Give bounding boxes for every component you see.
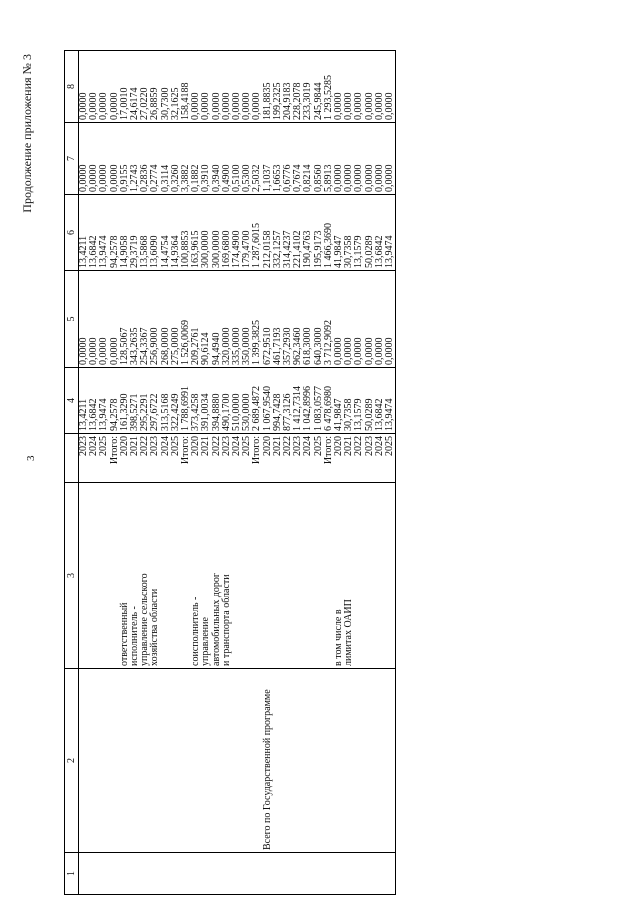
cell-col-5: 275,0000: [171, 271, 181, 368]
cell-col-8: 0,0000: [110, 51, 120, 123]
header-col-7: 7: [65, 123, 79, 195]
cell-year: 2023: [79, 434, 90, 483]
cell-col-2: [375, 669, 385, 853]
cell-col-4: 30,7358: [344, 368, 354, 434]
cell-col-8: 0,0000: [99, 51, 109, 123]
cell-col-2: [334, 669, 344, 853]
cell-col-7: 0,0000: [375, 123, 385, 195]
cell-col-7: 0,0000: [334, 123, 344, 195]
cell-col-4: 13,4211: [79, 368, 90, 434]
cell-col-7: 0,9155: [120, 123, 130, 195]
cell-col-4: 877,3126: [283, 368, 293, 434]
cell-col-5: 0,0000: [385, 271, 396, 368]
cell-year: 2023: [365, 434, 375, 483]
cell-year: 2023: [150, 434, 160, 483]
cell-col-6: 14,9364: [171, 195, 181, 271]
cell-col-4: 13,6842: [375, 368, 385, 434]
cell-col-6: 13,6842: [375, 195, 385, 271]
cell-col-8: 0,0000: [79, 51, 90, 123]
cell-col-3: [252, 483, 262, 669]
cell-col-5: 0,0000: [334, 271, 344, 368]
cell-col-4: 490,1700: [222, 368, 232, 434]
cell-col-1: [89, 853, 99, 895]
cell-col-8: 24,6174: [130, 51, 140, 123]
cell-col-6: 41,9847: [334, 195, 344, 271]
cell-col-7: 0,0000: [354, 123, 364, 195]
cell-col-2: [385, 669, 396, 853]
cell-col-5: 350,0000: [242, 271, 252, 368]
header-col-5: 5: [65, 271, 79, 368]
cell-col-4: 1 042,8996: [303, 368, 313, 434]
cell-year: Итого:: [252, 434, 262, 483]
cell-col-6: 30,7358: [344, 195, 354, 271]
cell-col-3: [171, 483, 181, 669]
cell-col-4: 13,9474: [99, 368, 109, 434]
cell-col-6: 94,2578: [110, 195, 120, 271]
cell-col-2: [161, 669, 171, 853]
cell-col-6: 13,9474: [385, 195, 396, 271]
cell-col-8: 0,0000: [365, 51, 375, 123]
cell-col-6: 195,9173: [314, 195, 324, 271]
cell-year: 2024: [375, 434, 385, 483]
header-col-3: 3: [65, 483, 79, 669]
cell-col-1: [293, 853, 303, 895]
cell-col-5: 209,2761: [191, 271, 201, 368]
cell-col-3: [263, 483, 273, 669]
cell-col-7: 0,0000: [344, 123, 354, 195]
cell-col-7: 0,2774: [150, 123, 160, 195]
cell-col-4: 530,0000: [242, 368, 252, 434]
cell-year: 2022: [140, 434, 150, 483]
cell-col-5: 0,0000: [110, 271, 120, 368]
cell-col-7: 0,3114: [161, 123, 171, 195]
cell-year: 2022: [212, 434, 222, 483]
cell-col-5: 962,3460: [293, 271, 303, 368]
cell-col-7: 0,6776: [283, 123, 293, 195]
cell-col-1: [263, 853, 273, 895]
cell-col-4: 13,6842: [89, 368, 99, 434]
cell-col-2: Всего по Государственной программе: [263, 669, 273, 853]
cell-col-3: [314, 483, 324, 669]
cell-col-2: [150, 669, 160, 853]
cell-col-7: 0,7674: [293, 123, 303, 195]
cell-year: 2021: [130, 434, 140, 483]
cell-col-1: [303, 853, 313, 895]
cell-col-5: 343,2635: [130, 271, 140, 368]
cell-col-2: [120, 669, 130, 853]
cell-col-7: 0,8560: [314, 123, 324, 195]
cell-col-4: 297,6722: [150, 368, 160, 434]
cell-col-3: [375, 483, 385, 669]
cell-col-7: 1,2743: [130, 123, 140, 195]
cell-year: 2020: [263, 434, 273, 483]
cell-col-7: 1,1037: [263, 123, 273, 195]
cell-col-2: [293, 669, 303, 853]
cell-col-2: [222, 669, 232, 853]
cell-year: 2020: [191, 434, 201, 483]
cell-col-4: 391,0034: [201, 368, 211, 434]
cell-col-8: 0,0000: [334, 51, 344, 123]
cell-col-3: соисполнитель -: [191, 483, 201, 669]
cell-col-4: 94,2578: [110, 368, 120, 434]
cell-col-6: 13,5868: [140, 195, 150, 271]
cell-col-2: [283, 669, 293, 853]
cell-col-5: 672,9510: [263, 271, 273, 368]
cell-col-2: [79, 669, 90, 853]
cell-col-8: 233,3019: [303, 51, 313, 123]
cell-col-1: [212, 853, 222, 895]
cell-col-6: 300,0000: [201, 195, 211, 271]
cell-col-1: [99, 853, 109, 895]
cell-col-8: 245,9844: [314, 51, 324, 123]
cell-col-2: [181, 669, 191, 853]
cell-col-3: [89, 483, 99, 669]
cell-col-1: [375, 853, 385, 895]
cell-col-4: 161,3290: [120, 368, 130, 434]
cell-col-3: [242, 483, 252, 669]
cell-col-7: 0,0000: [110, 123, 120, 195]
cell-year: 2025: [171, 434, 181, 483]
cell-col-8: 27,0220: [140, 51, 150, 123]
cell-year: 2020: [334, 434, 344, 483]
cell-col-6: 314,4237: [283, 195, 293, 271]
cell-col-6: 1 287,6015: [252, 195, 262, 271]
cell-col-6: 13,6090: [150, 195, 160, 271]
cell-col-1: [242, 853, 252, 895]
cell-col-8: 0,0000: [212, 51, 222, 123]
cell-col-7: 0,0000: [89, 123, 99, 195]
cell-col-5: 461,7193: [273, 271, 283, 368]
cell-col-1: [365, 853, 375, 895]
cell-col-5: 0,0000: [89, 271, 99, 368]
cell-col-5: 254,3367: [140, 271, 150, 368]
cell-col-4: 1 412,7314: [293, 368, 303, 434]
table-body: [79, 51, 396, 895]
cell-col-1: [201, 853, 211, 895]
cell-col-4: 510,0000: [232, 368, 242, 434]
cell-col-6: 100,8853: [181, 195, 191, 271]
cell-col-2: [201, 669, 211, 853]
cell-col-1: [191, 853, 201, 895]
cell-col-6: 14,4754: [161, 195, 171, 271]
cell-col-7: 0,2836: [140, 123, 150, 195]
cell-col-8: 0,0000: [344, 51, 354, 123]
cell-col-5: 357,2930: [283, 271, 293, 368]
cell-col-3: управление: [201, 483, 211, 669]
cell-col-5: 0,0000: [344, 271, 354, 368]
cell-col-1: [344, 853, 354, 895]
cell-col-1: [110, 853, 120, 895]
cell-year: 2025: [385, 434, 396, 483]
cell-col-3: [303, 483, 313, 669]
cell-col-1: [150, 853, 160, 895]
cell-col-4: 13,1579: [354, 368, 364, 434]
cell-col-1: [354, 853, 364, 895]
cell-col-6: 13,9474: [99, 195, 109, 271]
cell-col-6: 179,4700: [242, 195, 252, 271]
cell-col-6: 13,6842: [89, 195, 99, 271]
cell-col-1: [283, 853, 293, 895]
cell-col-4: 295,2291: [140, 368, 150, 434]
cell-col-7: 2,5032: [252, 123, 262, 195]
cell-col-7: 3,3882: [181, 123, 191, 195]
cell-col-1: [252, 853, 262, 895]
cell-col-3: [293, 483, 303, 669]
header-row: [65, 51, 79, 895]
cell-col-7: 0,8214: [303, 123, 313, 195]
cell-col-8: 199,2325: [273, 51, 283, 123]
cell-col-1: [334, 853, 344, 895]
cell-col-2: [314, 669, 324, 853]
cell-col-8: 0,0000: [201, 51, 211, 123]
cell-year: 2024: [89, 434, 99, 483]
cell-col-8: 228,2078: [293, 51, 303, 123]
header-col-2: 2: [65, 669, 79, 853]
cell-col-4: 41,9847: [334, 368, 344, 434]
cell-col-8: 0,0000: [232, 51, 242, 123]
cell-col-8: 204,9183: [283, 51, 293, 123]
cell-col-8: 0,0000: [222, 51, 232, 123]
cell-year: 2022: [354, 434, 364, 483]
cell-col-7: 5,8913: [324, 123, 334, 195]
cell-col-2: [344, 669, 354, 853]
cell-col-5: 0,0000: [365, 271, 375, 368]
cell-col-8: 0,0000: [242, 51, 252, 123]
cell-col-5: 335,0000: [232, 271, 242, 368]
cell-col-2: [212, 669, 222, 853]
cell-col-7: 0,4900: [222, 123, 232, 195]
cell-col-8: 0,0000: [252, 51, 262, 123]
cell-col-6: 332,1257: [273, 195, 283, 271]
cell-col-3: [354, 483, 364, 669]
cell-year: 2020: [120, 434, 130, 483]
cell-col-7: 0,0000: [99, 123, 109, 195]
cell-col-2: [303, 669, 313, 853]
cell-col-1: [273, 853, 283, 895]
cell-col-3: [365, 483, 375, 669]
cell-col-4: 398,5271: [130, 368, 140, 434]
cell-col-5: 90,6124: [201, 271, 211, 368]
cell-year: Итого:: [181, 434, 191, 483]
cell-col-4: 1 788,6991: [181, 368, 191, 434]
cell-col-6: 174,4900: [232, 195, 242, 271]
cell-col-3: управление сельского: [140, 483, 150, 669]
cell-col-5: 128,5067: [120, 271, 130, 368]
cell-col-3: исполнитель -: [130, 483, 140, 669]
cell-col-7: 0,3260: [171, 123, 181, 195]
cell-col-3: хозяйства области: [150, 483, 160, 669]
cell-col-1: [120, 853, 130, 895]
cell-col-6: 1 466,3690: [324, 195, 334, 271]
cell-col-1: [140, 853, 150, 895]
cell-col-3: [99, 483, 109, 669]
cell-col-3: [79, 483, 90, 669]
cell-year: 2021: [344, 434, 354, 483]
cell-year: 2021: [273, 434, 283, 483]
cell-year: Итого:: [324, 434, 334, 483]
cell-col-6: 190,4763: [303, 195, 313, 271]
cell-col-6: 13,4211: [79, 195, 90, 271]
cell-col-7: 0,0000: [79, 123, 90, 195]
cell-col-2: [110, 669, 120, 853]
cell-col-4: 1 083,0577: [314, 368, 324, 434]
cell-year: 2023: [293, 434, 303, 483]
cell-col-8: 0,0000: [375, 51, 385, 123]
cell-col-6: 163,9615: [191, 195, 201, 271]
cell-col-2: [191, 669, 201, 853]
cell-year: Итого:: [110, 434, 120, 483]
cell-col-4: 50,0289: [365, 368, 375, 434]
cell-col-3: [385, 483, 396, 669]
table-row: [385, 51, 396, 895]
cell-year: 2021: [201, 434, 211, 483]
cell-col-4: 994,7428: [273, 368, 283, 434]
cell-col-3: и транспорта области: [222, 483, 232, 669]
cell-col-3: [161, 483, 171, 669]
cell-col-8: 0,0000: [385, 51, 396, 123]
cell-col-1: [181, 853, 191, 895]
cell-col-7: 0,5300: [242, 123, 252, 195]
cell-col-8: 0,0000: [354, 51, 364, 123]
cell-col-4: 2 689,4872: [252, 368, 262, 434]
cell-year: 2024: [232, 434, 242, 483]
cell-col-7: 0,3910: [201, 123, 211, 195]
cell-col-2: [365, 669, 375, 853]
cell-year: 2022: [283, 434, 293, 483]
cell-col-5: 0,0000: [354, 271, 364, 368]
cell-col-8: 32,1625: [171, 51, 181, 123]
cell-col-2: [89, 669, 99, 853]
cell-col-1: [232, 853, 242, 895]
cell-col-1: [222, 853, 232, 895]
cell-col-2: [140, 669, 150, 853]
cell-col-8: 0,0000: [89, 51, 99, 123]
cell-year: 2025: [314, 434, 324, 483]
cell-col-5: 320,0000: [222, 271, 232, 368]
cell-col-8: 26,8859: [150, 51, 160, 123]
cell-col-5: 1 399,3825: [252, 271, 262, 368]
cell-col-1: [171, 853, 181, 895]
cell-col-7: 1,6653: [273, 123, 283, 195]
cell-col-1: [324, 853, 334, 895]
cell-col-5: 3 712,9092: [324, 271, 334, 368]
cell-col-2: [232, 669, 242, 853]
cell-col-8: 17,0010: [120, 51, 130, 123]
cell-col-2: [171, 669, 181, 853]
cell-col-4: 394,8880: [212, 368, 222, 434]
cell-col-8: 30,7300: [161, 51, 171, 123]
cell-col-6: 14,9058: [120, 195, 130, 271]
cell-col-5: 256,9000: [150, 271, 160, 368]
cell-col-5: 640,3000: [314, 271, 324, 368]
header-col-8: 8: [65, 51, 79, 123]
cell-col-6: 50,0289: [365, 195, 375, 271]
cell-col-7: 0,1882: [191, 123, 201, 195]
cell-year: 2023: [222, 434, 232, 483]
cell-col-1: [161, 853, 171, 895]
cell-col-4: 373,4258: [191, 368, 201, 434]
cell-col-3: автомобильных дорог: [212, 483, 222, 669]
cell-col-5: 0,0000: [79, 271, 90, 368]
cell-col-3: в том числе в: [334, 483, 344, 669]
cell-col-2: [354, 669, 364, 853]
header-year-spacer: [65, 434, 79, 483]
header-col-1: 1: [65, 853, 79, 895]
cell-col-8: 1 293,5285: [324, 51, 334, 123]
cell-col-4: 322,4249: [171, 368, 181, 434]
cell-col-8: 158,4188: [181, 51, 191, 123]
cell-col-4: 13,9474: [385, 368, 396, 434]
cell-col-5: 618,3000: [303, 271, 313, 368]
cell-col-6: 169,6800: [222, 195, 232, 271]
cell-col-1: [130, 853, 140, 895]
cell-col-2: [324, 669, 334, 853]
cell-year: 2025: [242, 434, 252, 483]
header-col-6: 6: [65, 195, 79, 271]
cell-col-8: 181,8835: [263, 51, 273, 123]
cell-col-5: 0,0000: [99, 271, 109, 368]
cell-year: 2024: [161, 434, 171, 483]
cell-col-1: [79, 853, 90, 895]
cell-col-7: 0,0000: [365, 123, 375, 195]
cell-col-3: [232, 483, 242, 669]
cell-col-6: 300,0000: [212, 195, 222, 271]
cell-col-3: ответственный: [120, 483, 130, 669]
cell-year: 2024: [303, 434, 313, 483]
cell-col-3: лимитах ОАИП: [344, 483, 354, 669]
cell-col-4: 6 478,6980: [324, 368, 334, 434]
cell-col-3: [273, 483, 283, 669]
cell-col-5: 94,4940: [212, 271, 222, 368]
cell-col-7: 0,0000: [385, 123, 396, 195]
cell-col-7: 0,5100: [232, 123, 242, 195]
page-number: 3: [25, 455, 37, 461]
cell-col-5: 268,0000: [161, 271, 171, 368]
cell-year: 2025: [99, 434, 109, 483]
budget-table: [64, 50, 396, 895]
cell-col-6: 29,3719: [130, 195, 140, 271]
header-col-4: 4: [65, 368, 79, 434]
cell-col-2: [273, 669, 283, 853]
cell-col-5: 0,0000: [375, 271, 385, 368]
cell-col-6: 212,0158: [263, 195, 273, 271]
cell-col-1: [385, 853, 396, 895]
cell-col-3: [283, 483, 293, 669]
continuation-label: Продолжение приложения № 3: [20, 54, 34, 213]
cell-col-4: 313,5168: [161, 368, 171, 434]
cell-col-2: [242, 669, 252, 853]
cell-col-4: 1 067,9540: [263, 368, 273, 434]
cell-col-8: 0,0000: [191, 51, 201, 123]
cell-col-7: 0,3940: [212, 123, 222, 195]
cell-col-5: 1 526,0069: [181, 271, 191, 368]
cell-col-2: [99, 669, 109, 853]
cell-col-1: [314, 853, 324, 895]
cell-col-2: [130, 669, 140, 853]
cell-col-6: 221,4102: [293, 195, 303, 271]
cell-col-6: 13,1579: [354, 195, 364, 271]
